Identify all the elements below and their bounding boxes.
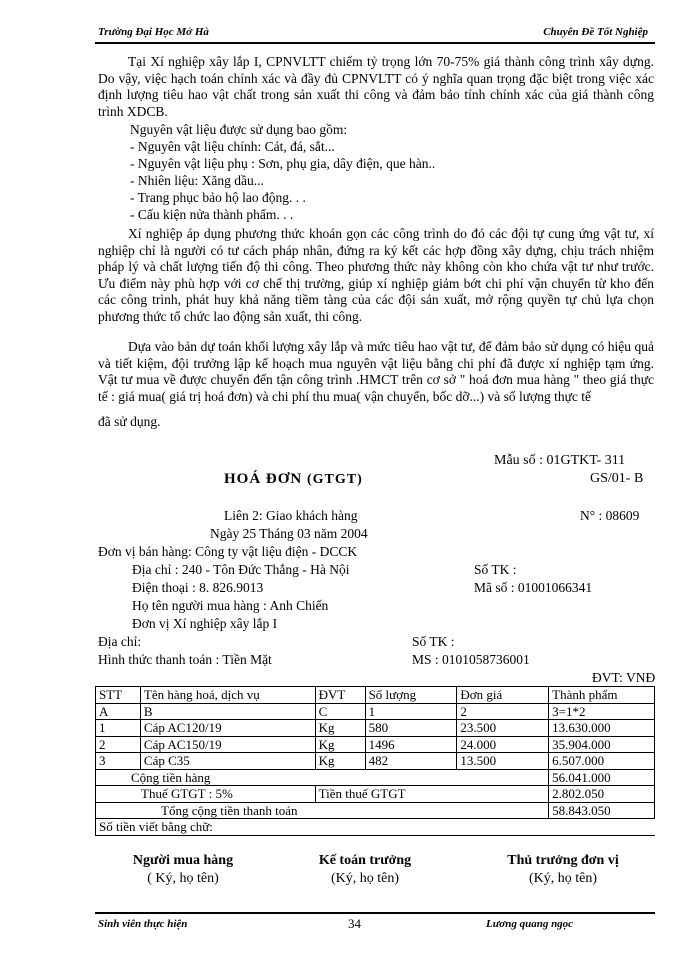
amount-in-words-label: Số tiền viết bằng chữ: (96, 819, 655, 836)
header-title: Chuyên Đề Tốt Nghiệp (543, 26, 648, 38)
paragraph-3-end: đã sử dụng. (98, 414, 161, 429)
paragraph-3: Dựa vào bản dự toán khối lượng xây lắp và mức tiêu hao vật tư, để đảm bảo sử dụng có hiệu quả và tiết kiệm, đội trưởng lập kế hoạch mua nguyên vật liệu bằng chi phí đã được xí nghiệp tạm ứng. Vật tư mua về được chuyển đến tận công trình .HMCT trên cơ sở " hoá đơn mua hàng " theo giá thực tế : giá mua( giá trị hoá đơn) và chi phí thu mua( vận chuyển, bốc dỡ...) và số lượng thực tế (98, 339, 654, 404)
invoice-table (95, 686, 655, 836)
table-row (96, 736, 655, 753)
seller-tax-code: Mã số : 01001066341 (474, 580, 593, 595)
header-school: Trường Đại Học Mở Hà (98, 26, 209, 38)
table-cell: 13.500 (457, 753, 549, 770)
paragraph-1: Tại Xí nghiệp xây lắp I, CPNVLTT chiếm tỷ trọng lớn 70-75% giá thành công trình xây dựng. Do vậy, việc hạch toán chính xác và đầy đủ CPNVLTT có ý nghĩa quan trọng đặc biệt trong việc xác định lượng tiêu hao vật chất trong sản xuất thi công và đảm bảo tính chính xác của giá thành công trình XDCB. (98, 54, 654, 119)
table-cell: 3=1*2 (549, 703, 655, 720)
table-cell: 24.000 (457, 736, 549, 753)
payment-method: Hình thức thanh toán : Tiền Mặt (98, 652, 272, 667)
table-cell: 580 (365, 720, 457, 737)
table-cell: 2 (96, 736, 141, 753)
footer-student: Sinh viên thực hiện (98, 918, 188, 930)
table-row (96, 720, 655, 737)
table-cell: 3 (96, 753, 141, 770)
signature-director (478, 852, 648, 888)
total-label: Tổng cộng tiền thanh toán (96, 802, 549, 819)
subtotal-value: 56.041.000 (549, 769, 655, 786)
table-cell: B (140, 703, 315, 720)
total-value: 58.843.050 (549, 802, 655, 819)
table-cell: Cáp AC150/19 (140, 736, 315, 753)
amount-in-words-row (96, 819, 655, 836)
table-cell: 1 (96, 720, 141, 737)
table-cell: Kg (315, 736, 365, 753)
signature-accountant (290, 852, 440, 888)
total-row (96, 802, 655, 819)
table-cell: 1 (365, 703, 457, 720)
material-item: - Cấu kiện nửa thành phẩm. . . (130, 207, 294, 222)
signature-note: (Ký, họ tên) (528, 871, 598, 886)
table-cell: Kg (315, 753, 365, 770)
table-cell: 482 (365, 753, 457, 770)
table-code-row (96, 703, 655, 720)
table-cell: Kg (315, 720, 365, 737)
footer-rule (95, 912, 655, 914)
table-row (96, 753, 655, 770)
seller-address: Địa chỉ : 240 - Tôn Đức Thắng - Hà Nội (132, 562, 350, 577)
material-item: - Nguyên vật liệu phụ : Sơn, phụ gia, dây điện, que hàn.. (130, 156, 436, 171)
material-item: - Trang phục bảo hộ lao động. . . (130, 190, 306, 205)
vat-rate-label: Thuế GTGT : 5% (96, 786, 316, 803)
table-cell: 35.904.000 (549, 736, 655, 753)
buyer-name: Họ tên người mua hàng : Anh Chiến (132, 598, 329, 613)
page-number: 34 (348, 916, 361, 931)
signature-note: (Ký, họ tên) (330, 871, 400, 886)
signature-title: Kế toán trưởng (318, 853, 412, 868)
table-cell: Cáp C35 (140, 753, 315, 770)
table-cell: C (315, 703, 365, 720)
table-header-row (96, 687, 655, 704)
vat-row (96, 786, 655, 803)
invoice-title: HOÁ ĐƠN (GTGT) (224, 471, 363, 487)
currency-unit: ĐVT: VNĐ (592, 670, 656, 685)
subtotal-row (96, 769, 655, 786)
table-cell: 23.500 (457, 720, 549, 737)
table-cell: A (96, 703, 141, 720)
buyer-address: Địa chỉ: (98, 634, 142, 649)
column-header: Thành phẩm (549, 687, 655, 704)
invoice-copy: Liên 2: Giao khách hàng (224, 508, 358, 523)
signature-title: Người mua hàng (132, 853, 234, 868)
signature-buyer (108, 852, 258, 888)
header-rule (95, 42, 655, 44)
buyer-unit: Đơn vị Xí nghiệp xây lắp I (132, 616, 278, 631)
material-item: - Nguyên vật liệu chính: Cát, đá, sắt... (130, 139, 335, 154)
vat-value: 2.802.050 (549, 786, 655, 803)
table-cell: 1496 (365, 736, 457, 753)
invoice-number: N° : 08609 (580, 508, 640, 523)
column-header: Đơn giá (457, 687, 549, 704)
signature-note: ( Ký, họ tên) (147, 871, 219, 886)
column-header: Tên hàng hoá, dịch vụ (140, 687, 315, 704)
vat-label: Tiền thuế GTGT (315, 786, 548, 803)
buyer-tax-code: MS : 0101058736001 (412, 652, 530, 667)
materials-intro: Nguyên vật liệu được sử dụng bao gồm: (130, 122, 348, 137)
column-header: Số lượng (365, 687, 457, 704)
buyer-account: Số TK : (412, 634, 455, 649)
table-cell: 13.630.000 (549, 720, 655, 737)
seller-name: Đơn vị bán hàng: Công ty vật liệu điện - DCCK (98, 544, 358, 559)
seller-account: Số TK : (474, 562, 517, 577)
table-cell: 2 (457, 703, 549, 720)
table-cell: 6.507.000 (549, 753, 655, 770)
seller-phone: Điện thoại : 8. 826.9013 (132, 580, 264, 595)
subtotal-label: Cộng tiền hàng (96, 769, 549, 786)
invoice-date: Ngày 25 Tháng 03 năm 2004 (210, 526, 368, 541)
form-number: Mẫu số : 01GTKT- 311 (494, 453, 626, 468)
column-header: STT (96, 687, 141, 704)
signature-title: Thủ trưởng đơn vị (507, 853, 619, 868)
table-cell: Cáp AC120/19 (140, 720, 315, 737)
paragraph-2: Xí nghiệp áp dụng phương thức khoán gọn các công trình do đó các đội tự cung ứng vật tư, xí nghiệp chỉ là người có tư cách pháp nhân, đứng ra ký kết các hợp đồng xây dựng, chịu trách nhiệm pháp lý và chất lượng tiến độ thi công. Theo phương thức này không còn kho chứa vật tư như trước. Ưu điểm này phù hợp với cơ chế thị trường, giúp xí nghiệp giảm bớt chi phí vận chuyển từ kho đến các công trình, phát huy khả năng tiềm tàng của các đội sản xuất, mở rộng quyền tự chủ lựa chọn phương thức tổ chức lao động sản xuất, thi công. (98, 226, 654, 324)
material-item: - Nhiên liệu: Xăng dầu... (130, 173, 264, 188)
column-header: ĐVT (315, 687, 365, 704)
footer-author: Lương quang ngọc (486, 918, 574, 930)
form-code: GS/01- B (590, 471, 644, 486)
